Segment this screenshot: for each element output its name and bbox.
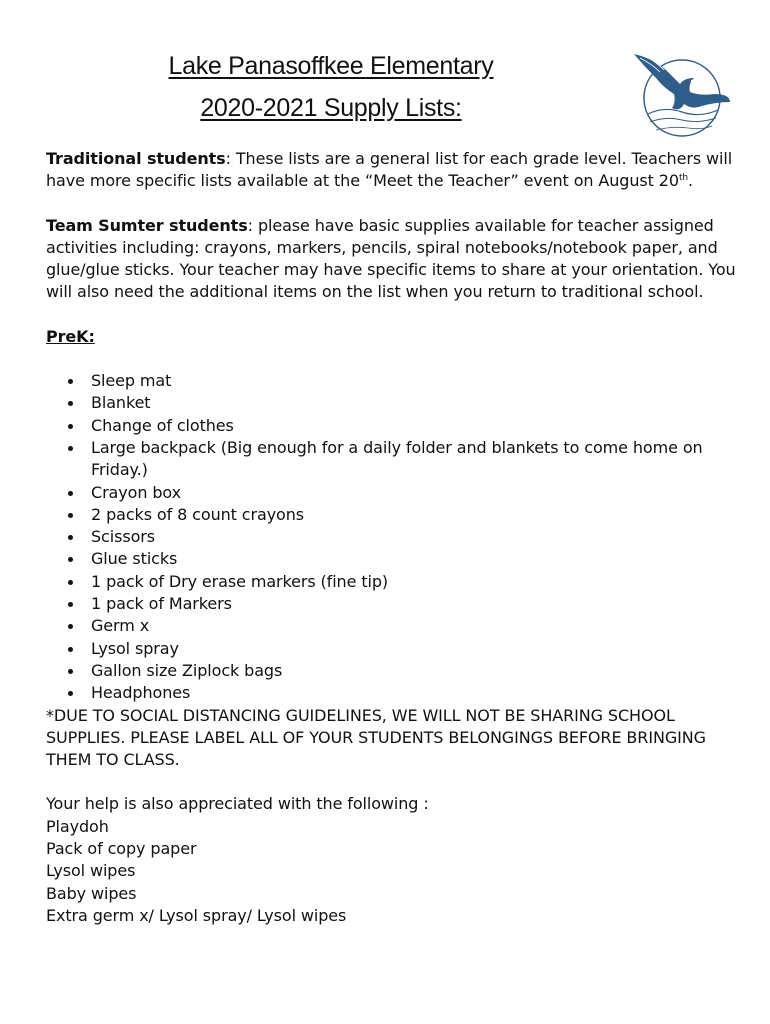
list-item: Large backpack (Big enough for a daily folder and blankets to come home on Friday.) — [46, 437, 736, 482]
list-item: 1 pack of Markers — [46, 593, 736, 615]
extra-item: Baby wipes — [46, 883, 137, 903]
extras-intro: Your help is also appreciated with the following : — [46, 794, 429, 814]
social-distancing-notice: *DUE TO SOCIAL DISTANCING GUIDELINES, WE WILL NOT BE SHARING SCHOOL SUPPLIES. PLEASE LABEL ALL OF YOUR STUDENTS BELONGINGS BEFORE BRINGING THEM TO CLASS. — [46, 705, 706, 770]
extra-item: Playdoh — [46, 816, 109, 836]
extra-item: Pack of copy paper — [46, 839, 197, 859]
list-item: Blanket — [46, 392, 736, 414]
traditional-text: : These lists are a general list for each grade level. Teachers will have more specific lists available at the “Meet the Teacher” event on August 20 — [46, 149, 733, 191]
traditional-paragraph — [46, 148, 736, 193]
list-item: Lysol spray — [46, 638, 736, 660]
list-item: Crayon box — [46, 482, 736, 504]
list-item: Headphones — [46, 682, 736, 704]
date-suffix: th — [678, 173, 688, 184]
prek-supply-list — [46, 370, 736, 704]
list-item: Change of clothes — [46, 415, 736, 437]
list-item: 2 packs of 8 count crayons — [46, 504, 736, 526]
extra-item: Lysol wipes — [46, 861, 136, 881]
extra-item: Extra germ x/ Lysol spray/ Lysol wipes — [46, 905, 347, 925]
list-item: 1 pack of Dry erase markers (fine tip) — [46, 571, 736, 593]
page-subtitle: 2020-2021 Supply Lists: — [200, 94, 462, 122]
page-title: Lake Panasoffkee Elementary — [168, 52, 494, 80]
list-item: Sleep mat — [46, 370, 736, 392]
traditional-end: . — [688, 171, 693, 191]
eagle-logo-icon — [630, 48, 732, 144]
team-sumter-text: : please have basic supplies available for teacher assigned activities including: crayons, markers, pencils, spiral notebooks/notebook paper, and glue/glue sticks. Your teacher may have specific items to share at your orientation. You will also need the additional items on the list when you return to traditional school. — [46, 215, 736, 302]
list-item: Glue sticks — [46, 548, 736, 570]
team-sumter-paragraph — [46, 215, 736, 304]
list-item: Germ x — [46, 615, 736, 637]
list-item: Scissors — [46, 526, 736, 548]
team-sumter-label: Team Sumter students — [46, 215, 248, 235]
document-body — [46, 148, 736, 927]
list-item: Gallon size Ziplock bags — [46, 660, 736, 682]
traditional-label: Traditional students — [46, 149, 226, 168]
prek-heading: PreK: — [46, 326, 95, 346]
